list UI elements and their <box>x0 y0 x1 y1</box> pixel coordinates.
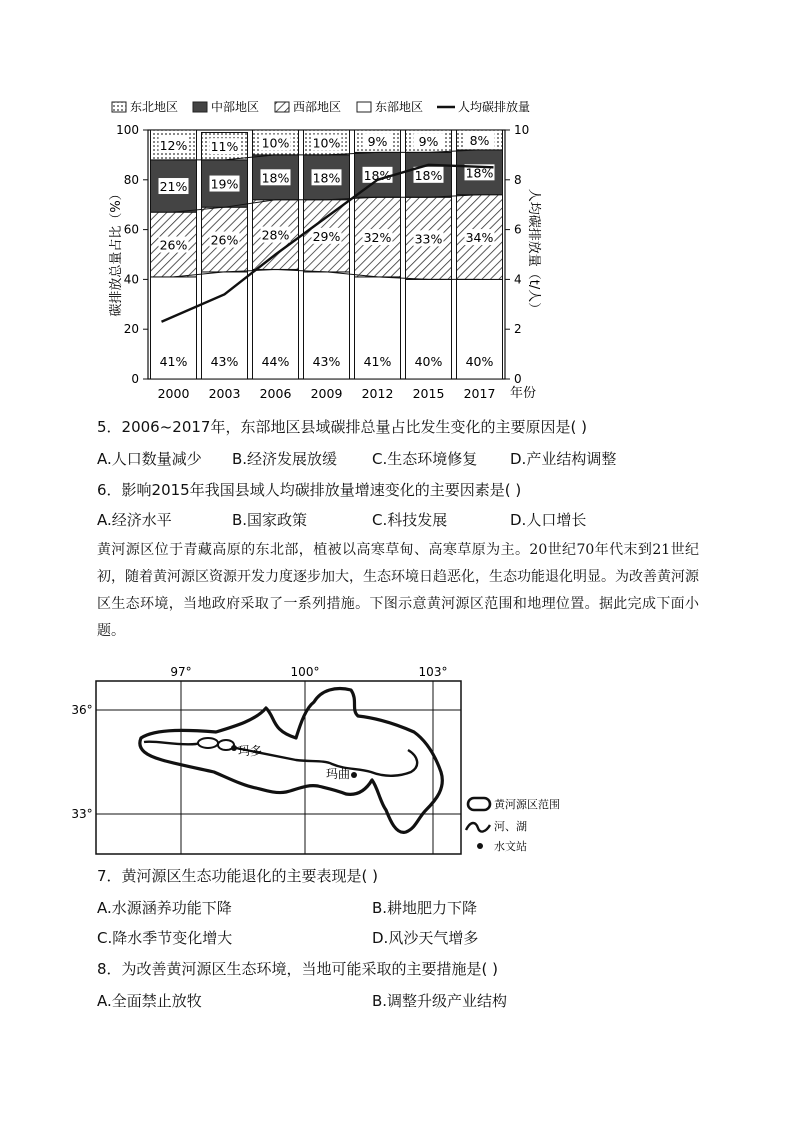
left-tick-label: 60 <box>123 222 139 237</box>
bar-label: 11% <box>210 139 239 155</box>
question-6-option-c[interactable]: C.科技发展 <box>372 511 448 529</box>
question-5-option-d[interactable]: D.产业结构调整 <box>510 450 617 468</box>
legend-label-northeast: 东北地区 <box>130 100 179 114</box>
x-tick-label: 2012 <box>361 386 394 401</box>
bar-label: 33% <box>414 231 443 247</box>
question-8-stem: 8．为改善黄河源区生态环境，当地可能采取的主要措施是( ) <box>97 960 499 978</box>
question-6-option-a[interactable]: A.经济水平 <box>97 511 172 529</box>
bar-label: 40% <box>465 354 494 369</box>
bar-label: 19% <box>210 176 239 192</box>
bar-label: 26% <box>210 232 239 248</box>
right-tick-label: 8 <box>514 172 522 187</box>
bar-label: 26% <box>159 237 188 253</box>
bar-label: 43% <box>312 354 341 369</box>
station-dot-maqu <box>351 772 357 778</box>
bar-label: 18% <box>414 167 443 183</box>
passage-yellow-river-source: 黄河源区位于青藏高原的东北部，植被以高寒草甸、高寒草原为主。20世纪70年代末到21世纪初，随着黄河源区资源开发力度逐步加大，生态环境日趋恶化，生态功能退化明显。为改善黄河源区生态环境，当地政府采取了一系列措施。下图示意黄河源区范围和地理位置。据此完成下面小题。 <box>97 542 699 639</box>
bar-label: 9% <box>367 134 388 150</box>
bar-label: 43% <box>210 354 239 369</box>
station-dot-maduo <box>231 745 237 751</box>
question-7-option-c[interactable]: C.降水季节变化增大 <box>97 929 233 947</box>
right-tick-label: 10 <box>514 123 530 137</box>
left-tick-label: 100 <box>116 123 139 137</box>
legend-label-per-capita: 人均碳排放量 <box>458 100 531 114</box>
legend-river-icon <box>466 823 490 832</box>
bar-label: 12% <box>159 137 188 153</box>
bar-label: 18% <box>465 165 494 181</box>
bar-label: 18% <box>312 170 341 186</box>
question-7-stem: 7．黄河源区生态功能退化的主要表现是( ) <box>97 867 379 885</box>
legend-station-label: 水文站 <box>494 840 527 853</box>
question-6-option-b[interactable]: B.国家政策 <box>232 511 308 529</box>
question-7-option-b[interactable]: B.耕地肥力下降 <box>372 899 478 917</box>
yellow-river-source-map <box>71 660 596 860</box>
right-tick-label: 4 <box>514 272 522 287</box>
lon-label-103: 103° <box>418 665 448 679</box>
question-7-option-a[interactable]: A.水源涵养功能下降 <box>97 899 232 917</box>
legend-label-eastern: 东部地区 <box>375 100 424 114</box>
question-6-stem: 6．影响2015年我国县域人均碳排放量增速变化的主要因素是( ) <box>97 481 522 499</box>
x-tick-label: 2017 <box>463 386 496 401</box>
station-label-maduo: 玛多 <box>238 744 263 758</box>
question-8-option-a[interactable]: A.全面禁止放牧 <box>97 992 202 1010</box>
legend-station-icon <box>477 843 483 849</box>
bar-label: 18% <box>261 170 290 186</box>
left-axis-title: 碳排放总量占比（%） <box>109 187 124 317</box>
bar-label: 28% <box>261 227 290 243</box>
lon-label-97: 97° <box>170 665 192 679</box>
bar-label: 44% <box>261 354 290 369</box>
legend-label-central: 中部地区 <box>211 100 260 114</box>
bar-label: 18% <box>363 167 392 183</box>
question-5-option-b[interactable]: B.经济发展放缓 <box>232 450 338 468</box>
question-5-option-c[interactable]: C.生态环境修复 <box>372 450 478 468</box>
plot-area <box>116 123 529 401</box>
bar-label: 41% <box>159 354 188 369</box>
x-axis-unit: 年份 <box>510 386 537 401</box>
question-5-option-a[interactable]: A.人口数量减少 <box>97 450 202 468</box>
right-axis-title: 人均碳排放量（t/人） <box>526 188 541 316</box>
bar-label: 32% <box>363 230 392 246</box>
gyaring-lake <box>198 738 218 748</box>
x-tick-label: 2006 <box>259 386 292 401</box>
carbon-emission-chart <box>100 92 560 402</box>
map-frame <box>96 681 461 854</box>
right-tick-label: 2 <box>514 322 522 337</box>
bar-label: 8% <box>469 132 490 148</box>
x-tick-label: 2015 <box>412 386 445 401</box>
legend-swatch-northeast <box>112 102 126 112</box>
question-5-stem: 5．2006~2017年，东部地区县域碳排总量占比发生变化的主要原因是( ) <box>97 418 587 436</box>
question-7-option-d[interactable]: D.风沙天气增多 <box>372 929 479 947</box>
left-tick-label: 80 <box>123 172 139 187</box>
bar-label: 21% <box>159 179 188 195</box>
x-tick-label: 2003 <box>208 386 241 401</box>
bar-label: 40% <box>414 354 443 369</box>
legend-label-western: 西部地区 <box>293 100 342 114</box>
map-legend <box>466 797 560 853</box>
legend-region-label: 黄河源区范围 <box>494 798 560 811</box>
lat-label-33: 33° <box>71 807 93 821</box>
lon-label-100: 100° <box>290 665 320 679</box>
left-tick-label: 20 <box>123 322 139 337</box>
legend-swatch-central <box>193 102 207 112</box>
x-tick-label: 2000 <box>157 386 190 401</box>
chart-legend <box>112 99 530 114</box>
x-tick-label: 2009 <box>310 386 343 401</box>
legend-swatch-western <box>275 102 289 112</box>
bar-label: 9% <box>418 134 439 150</box>
left-tick-label: 40 <box>123 272 139 287</box>
question-6-option-d[interactable]: D.人口增长 <box>510 511 587 529</box>
left-tick-label: 0 <box>131 372 139 386</box>
bar-label: 34% <box>465 230 494 246</box>
right-tick-label: 0 <box>514 372 522 386</box>
station-label-maqu: 玛曲 <box>326 767 351 781</box>
legend-region-icon <box>468 798 490 810</box>
bar-label: 41% <box>363 354 392 369</box>
bar-label: 29% <box>312 228 341 244</box>
question-8-option-b[interactable]: B.调整升级产业结构 <box>372 992 508 1010</box>
lat-label-36: 36° <box>71 703 93 717</box>
right-tick-label: 6 <box>514 222 522 237</box>
bar-label: 10% <box>261 135 290 151</box>
bar-label: 10% <box>312 135 341 151</box>
legend-river-label: 河、湖 <box>494 820 527 833</box>
legend-swatch-eastern <box>357 102 371 112</box>
